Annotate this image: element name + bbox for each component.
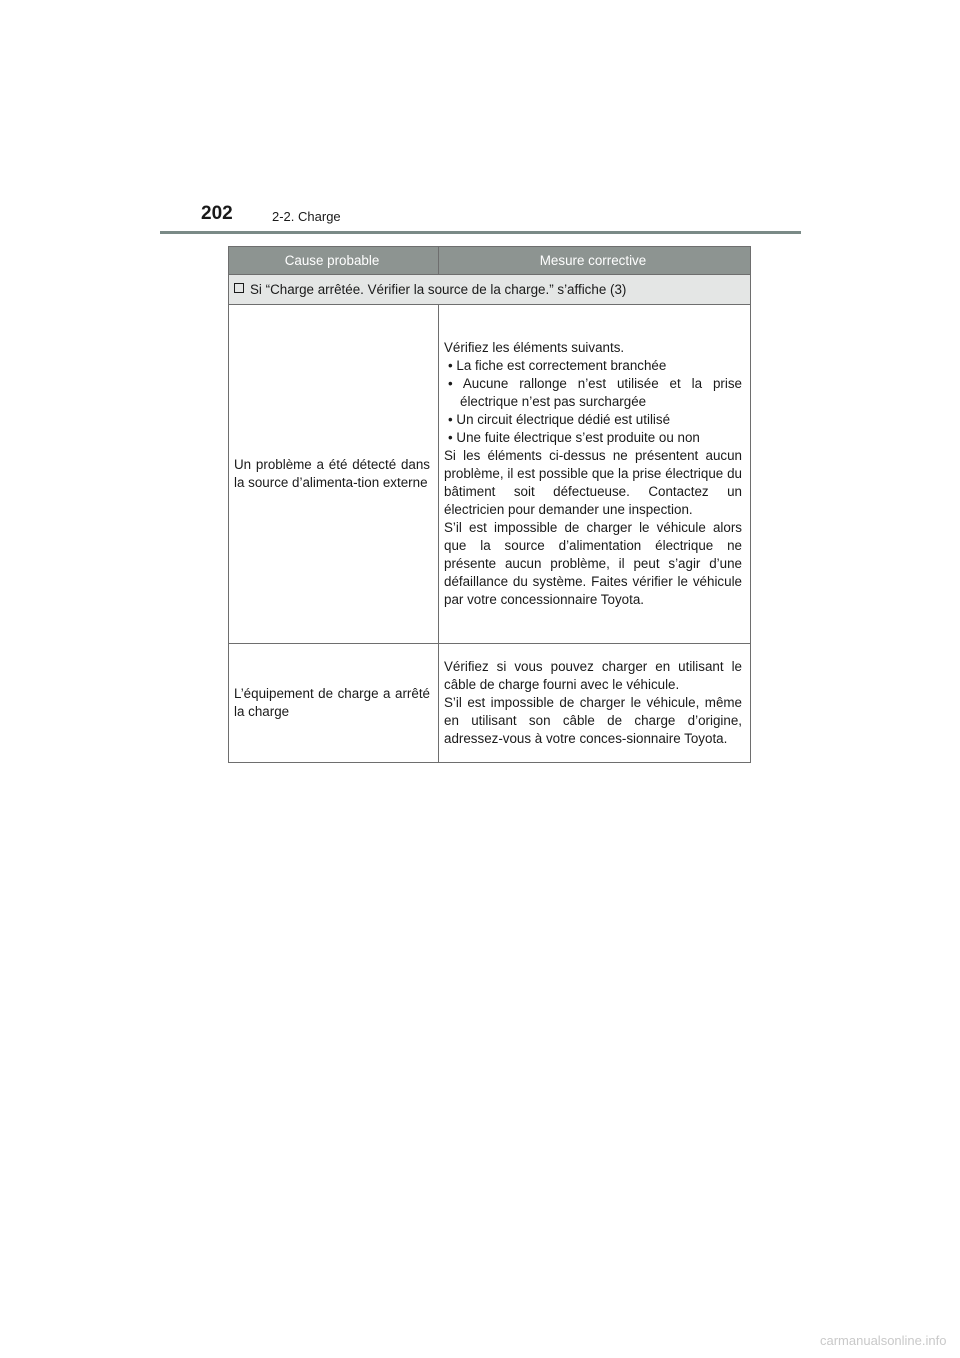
list-item-text: Aucune rallonge n’est utilisée et la prise électrique n’est pas surchargée [460,376,743,409]
action-paragraph: S’il est impossible de charger le véhicule alors que la source d’alimentation électrique ne présente aucun problème, il peut s’agir d’une défaillance du système. Faites vérifier le véhicule par votre concessionnaire Toyota. [444,520,742,607]
list-item-text: La fiche est correctement branchée [456,358,667,373]
table-row [229,644,751,763]
list-item: • La fiche est correctement branchée [448,358,667,373]
action-cell [439,305,751,644]
table-subheading [229,275,751,305]
list-item-text: Une fuite électrique s’est produite ou non [456,430,700,445]
header-divider [160,231,801,234]
column-header-action: Mesure corrective [439,247,751,275]
subheading-text: Si “Charge arrêtée. Vérifier la source de la charge.” s’affiche (3) [250,281,627,297]
page-number: 202 [201,203,233,224]
table-header-row [229,247,751,275]
cause-cell: L’équipement de charge a arrêté la charge [229,644,439,763]
section-title: 2-2. Charge [272,209,341,224]
list-item: • Aucune rallonge n’est utilisée et la prise électrique n’est pas surchargée [448,376,743,409]
list-item: • Une fuite électrique s’est produite ou non [448,430,700,445]
table-subheading-row [229,275,751,305]
list-item-text: Un circuit électrique dédié est utilisé [456,412,671,427]
action-paragraph: S’il est impossible de charger le véhicule, même en utilisant son câble de charge d’origine, adressez-vous à votre conces-sionnaire Toyota. [444,695,742,746]
list-item: • Un circuit électrique dédié est utilisé [448,412,671,427]
cause-cell: Un problème a été détecté dans la source d’alimenta-tion externe [229,305,439,644]
action-cell [439,644,751,763]
column-header-cause: Cause probable [229,247,439,275]
cause-action-table [228,246,751,763]
watermark: carmanualsonline.info [820,1333,947,1348]
action-paragraph: Vérifiez si vous pouvez charger en utilisant le câble de charge fourni avec le véhicule. [444,659,742,692]
table-row [229,305,751,644]
checkbox-square-icon [234,283,244,293]
action-intro: Vérifiez les éléments suivants. [444,340,625,355]
action-paragraph: Si les éléments ci-dessus ne présentent aucun problème, il est possible que la prise électrique du bâtiment soit défectueuse. Contactez un électricien pour demander une inspection. [444,448,742,517]
